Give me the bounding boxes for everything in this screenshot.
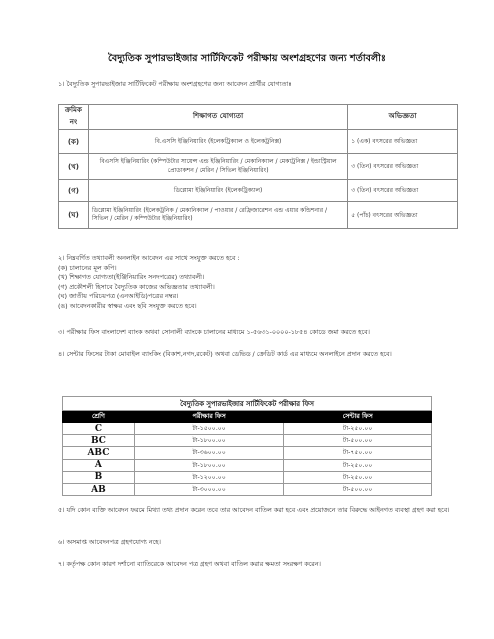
section-4: ৪। সেন্টার ফিসের টাকা মোবাইল ব্যাংকিং (বিকাশ,নগদ,রকেট) অথবা ডেভিড / ক্রেডিট কার্ড এর মাধ্যমে অনলাইনে প্রদান করতে হবে। xyxy=(58,350,392,358)
section-2-intro: ২। নিম্নবর্ণিত তথ্যাবলী অনলাইন আবেদন এর সাথে সংযুক্ত করতে হবে : xyxy=(58,254,240,262)
row-experience: ১ (এক) বৎসরের অভিজ্ঞতা xyxy=(348,130,458,154)
row-qualification: বিএসসি ইঞ্জিনিয়ারিং (কম্পিউটার সায়েন্স এন্ড ইঞ্জিনিয়ারিং / মেকানিক্যাল / মেকাট্রনিক্স / ইন্ডাস্ট্রিয়াল প্রোডাকশন / মেরিন / সিভিল ইঞ্জিনিয়ারিং) xyxy=(88,154,347,180)
list-item: (ঙ) আবেদনকারীর স্বাক্ষর এবং ছবি সংযুক্ত করতে হবে। xyxy=(58,301,197,310)
row-qualification: ডিপ্লোমা ইঞ্জিনিয়ারিং (ইলেকট্রিক্যাল) xyxy=(88,180,347,202)
table-row xyxy=(63,435,432,447)
table-row xyxy=(59,154,458,180)
section-1-heading: ১। বৈদ্যুতিক সুপারভাইজার সার্টিফিকেট পরীক্ষায় অংশগ্রহণের জন্য আবেদন প্রার্থীর যোগ্যতাঃ xyxy=(58,80,292,88)
fee-exam: টা-৩৬০০.০০ xyxy=(134,447,284,459)
header-exam-fee: পরীক্ষার ফিস xyxy=(134,411,284,423)
row-qualification: ডিপ্লোমা ইঞ্জিনিয়ারিং (ইলেকট্রনিক / মেকানিক্যাল / পাওয়ার / রেফ্রিজারেশন এন্ড এয়ার কন্ডিশনার / সিভিল / মেরিন / কম্পিউটার ইঞ্জিনিয়ারিং) xyxy=(88,202,347,229)
list-item: (ঘ) জাতীয় পরিচয়পত্র (এনআইডি)পত্রের নম্বর। xyxy=(58,292,179,300)
qualification-header-row xyxy=(59,105,458,130)
fee-grade: ABC xyxy=(63,447,135,459)
header-grade: শ্রেণি xyxy=(63,411,135,423)
qualification-table xyxy=(58,104,458,229)
section-7: ৭। কর্তৃপক্ষ কোন কারণ দর্শানো ব্যাতিরেকে আবেদন পত্র গ্রহণ অথবা বাতিল করার ক্ষমতা সংরক্ষণ করেন। xyxy=(58,560,321,568)
table-row xyxy=(63,459,432,471)
row-serial: (ঘ) xyxy=(59,202,89,229)
table-row xyxy=(59,202,458,229)
fee-center: টা-২৫০.০০ xyxy=(284,459,432,471)
fee-grade: AB xyxy=(63,483,135,495)
section-6: ৬। অসমাপ্ত আবেদনপত্র গ্রহণযোগ্য নহে। xyxy=(58,538,161,546)
row-experience: ৫ (পাঁচ) বৎসরের অভিজ্ঞতা xyxy=(348,202,458,229)
fee-header-row xyxy=(63,411,432,423)
section-2 xyxy=(58,254,458,311)
fee-exam: টা-৩০০০.০০ xyxy=(134,483,284,495)
fee-grade: B xyxy=(63,471,135,483)
row-experience: ৩ (তিন) বৎসরের অভিজ্ঞতা xyxy=(348,180,458,202)
row-serial: (ক) xyxy=(59,130,89,154)
table-row xyxy=(63,447,432,459)
document-title: বৈদ্যুতিক সুপারভাইজার সার্টিফিকেট পরীক্ষায় অংশগ্রহণের জন্য শর্তাবলীঃ xyxy=(108,53,386,64)
fee-center: টা-২৫০.০০ xyxy=(284,471,432,483)
row-serial: (গ) xyxy=(59,180,89,202)
fee-grade: C xyxy=(63,423,135,435)
fee-grade: BC xyxy=(63,435,135,447)
fee-center: টা-৫০০.০০ xyxy=(284,483,432,495)
table-row xyxy=(63,483,432,495)
fee-center: টা-২৫০.০০ xyxy=(284,423,432,435)
row-serial: (খ) xyxy=(59,154,89,180)
row-qualification: বি.এসসি ইঞ্জিনিয়ারিং (ইলেকট্রিক্যাল ও ইলেকট্রনিক্স) xyxy=(88,130,347,154)
table-row xyxy=(59,130,458,154)
header-qualification: শিক্ষাগত যোগ্যতা xyxy=(88,105,347,130)
section-5: ৫। যদি কোন ব্যক্তি আবেদন ফরমে মিথ্যা তথ্য প্রদান করেন তবে তার আবেদন বাতিল করা হবে এবং প্রয়োজনে তার বিরুদ্ধে আইনগত ব্যবস্থা গ্রহণ করা হবে। xyxy=(58,506,450,514)
fee-exam: টা-১৫০০.০০ xyxy=(134,423,284,435)
section-3: ৩। পরীক্ষার ফিস বাংলাদেশ ব্যাংক অথবা সোনালী ব্যাংকে চালানের মাধ্যমে ১-৫৬৩১-০০০০-১৮৫৪ কোডে জমা করতে হবে। xyxy=(58,328,370,336)
fee-table-caption: বৈদ্যুতিক সুপারভাইজার সার্টিফিকেট পরীক্ষার ফিস xyxy=(63,397,432,411)
header-center-fee: সেন্টার ফিস xyxy=(284,411,432,423)
header-experience: অভিজ্ঞতা xyxy=(348,105,458,130)
table-row xyxy=(59,180,458,202)
fee-center: টা-৫০০.০০ xyxy=(284,435,432,447)
fee-exam: টা-১৮০০.০০ xyxy=(134,459,284,471)
header-serial: ক্রমিক নং xyxy=(59,105,89,130)
table-row xyxy=(63,423,432,435)
list-item: (গ) প্রকৌশলী হিসাবে বৈদ্যুতিক কাজের অভিজ্ঞতার তথ্যাবলী। xyxy=(58,282,215,291)
list-item: (ক) চালানের মূল কপি। xyxy=(58,263,117,272)
fee-exam: টা-১৮০০.০০ xyxy=(134,435,284,447)
row-experience: ৩ (তিন) বৎসরের অভিজ্ঞতা xyxy=(348,154,458,180)
fee-table xyxy=(62,396,432,496)
table-row xyxy=(63,471,432,483)
list-item: (খ) শিক্ষাগত যোগ্যতা(ইঞ্জিনিয়ারিং সনদপত্রের) তথ্যাবলী। xyxy=(58,273,205,281)
fee-center: টা-৭৫০.০০ xyxy=(284,447,432,459)
fee-exam: টা-১২০০.০০ xyxy=(134,471,284,483)
fee-grade: A xyxy=(63,459,135,471)
